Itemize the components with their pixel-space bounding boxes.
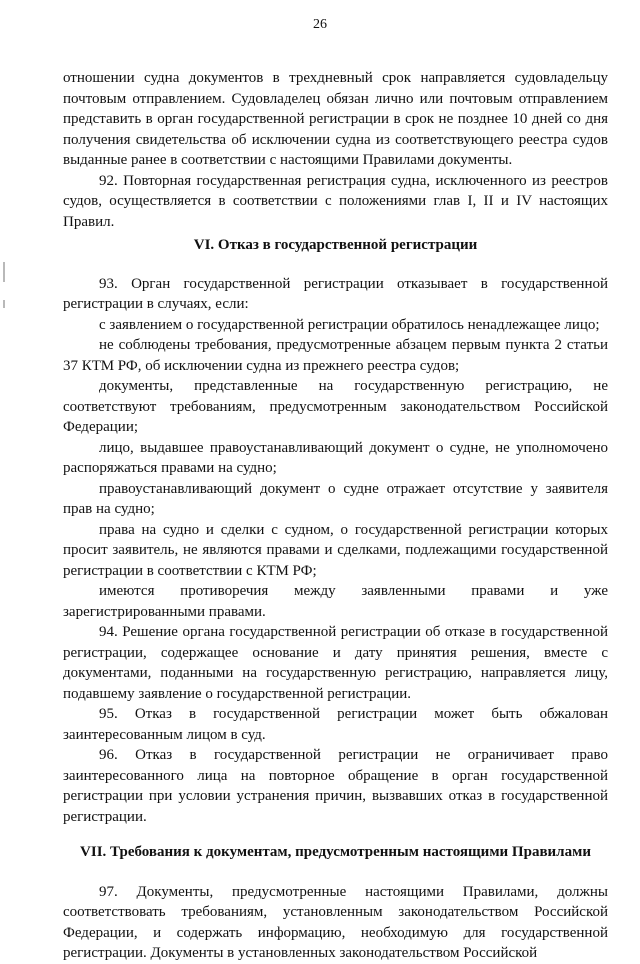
paragraph-94: 94. Решение органа государственной регистрации об отказе в государственной регистрации, содержащее основание и дату принятия решения, вместе с документами, поданными на государственную регистрацию, направляется лицу, подавшему заявление о государственной регистрации. (63, 624, 608, 702)
section-heading-vii: VII. Требования к документам, предусмотренным настоящими Правилами (80, 844, 591, 860)
paragraph-93: 93. Орган государственной регистрации отказывает в государственной регистрации в случаях, если: (63, 275, 608, 312)
scan-edge-mark (3, 262, 5, 282)
paragraph-96: 96. Отказ в государственной регистрации не ограничивает право заинтересованного лица на повторное обращение в орган государственной регистрации при условии устранения причин, вызвавших отказ в государственной регистрации. (63, 747, 608, 825)
section-heading-vi: VI. Отказ в государственной регистрации (193, 237, 478, 253)
list-item-conflicting-rights: имеются противоречия между заявленными правами и уже зарегистрированными правами. (63, 583, 608, 620)
paragraph-continuation: отношении судна документов в трехдневный срок направляется судовладельцу почтовым отправлением. Судовладелец обязан лично или почтовым отправлением представить в орган государственной регистрации в срок не позднее 10 дней со дня получения свидетельства об исключении судна из соответствующего реестра судов выданные ранее в соответствии с настоящими Правилами документы. (63, 70, 608, 168)
paragraph-95: 95. Отказ в государственной регистрации может быть обжалован заинтересованным лицом в суд. (63, 706, 608, 743)
list-item-requirements-not-met: не соблюдены требования, предусмотренные абзацем первым пункта 2 статьи 37 КТМ РФ, об исключении судна из прежнего реестра судов; (63, 337, 608, 374)
list-item-not-registrable: права на судно и сделки с судном, о государственной регистрации которых просит заявитель, не являются правами и сделками, подлежащими государственной регистрации в соответствии с КТМ РФ; (63, 521, 608, 579)
page-number: 26 (313, 17, 327, 32)
paragraph-92: 92. Повторная государственная регистрация судна, исключенного из реестров судов, осуществляется в соответствии с положениями глав I, II и IV настоящих Правил. (63, 172, 608, 230)
paragraph-97: 97. Документы, предусмотренные настоящими Правилами, должны соответствовать требованиям, установленным законодательством Российской Федерации, и содержать информацию, необходимую для государственной регистрации. Документы в установленных законодательством Российской (63, 883, 608, 961)
list-item-improper-applicant: с заявлением о государственной регистрации обратилось ненадлежащее лицо; (99, 316, 600, 333)
list-item-documents-noncompliant: документы, представленные на государственную регистрацию, не соответствуют требованиям, предусмотренным законодательством Российской Федерации; (63, 378, 608, 435)
document-body (63, 68, 608, 964)
list-item-no-rights: правоустанавливающий документ о судне отражает отсутствие у заявителя прав на судно; (63, 480, 608, 517)
scan-edge-mark (3, 300, 5, 308)
list-item-unauthorized-issuer: лицо, выдавшее правоустанавливающий документ о судне, не уполномочено распоряжаться правами на судно; (63, 439, 608, 476)
